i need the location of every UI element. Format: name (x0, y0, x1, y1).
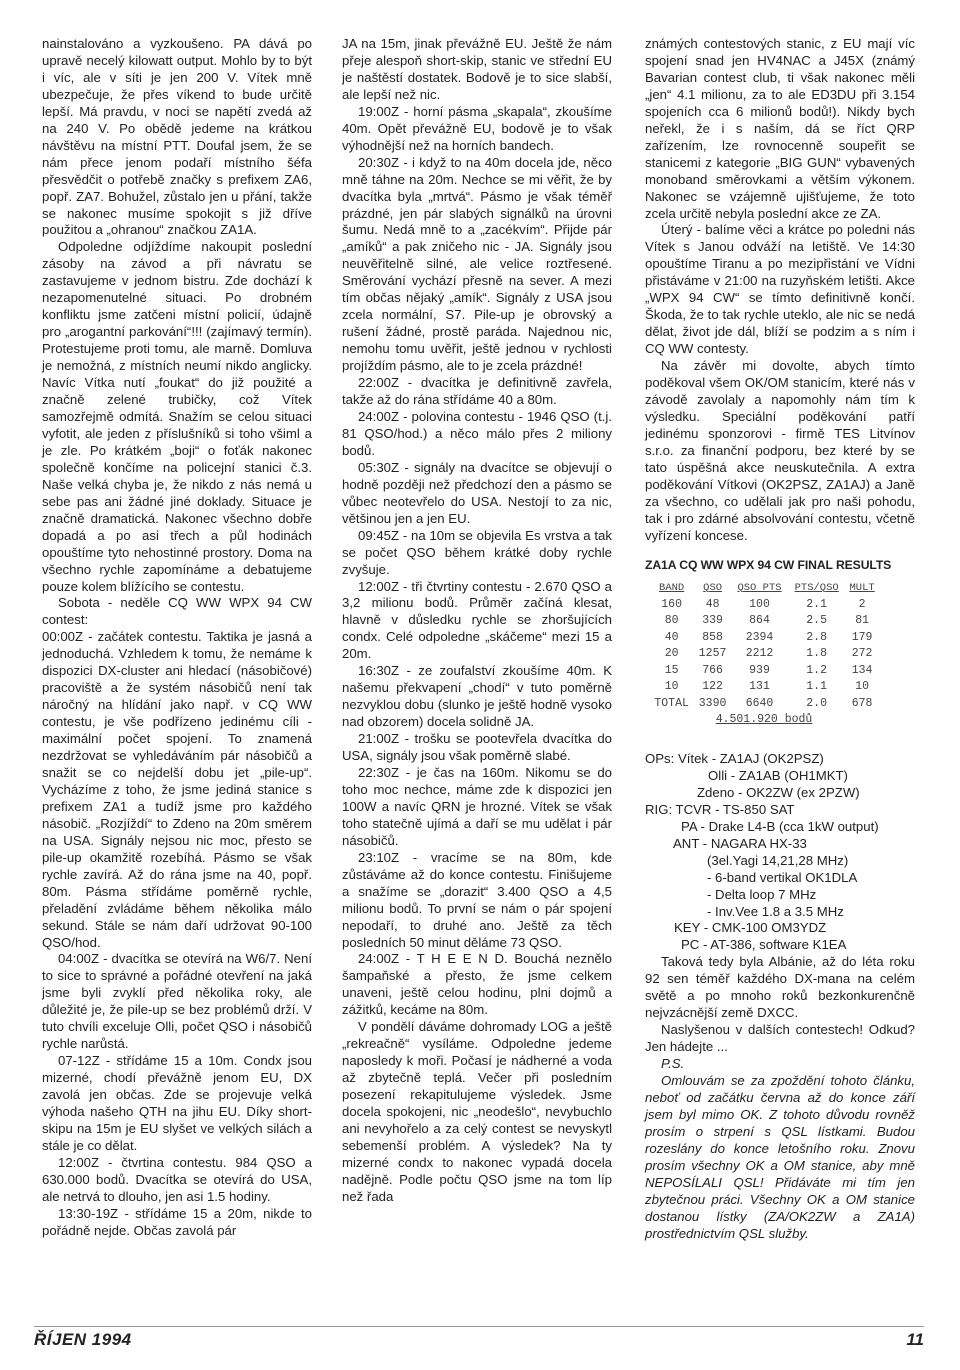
column-header: QSO PTS (737, 581, 782, 594)
table-cell: 179 (851, 630, 873, 644)
table-cell: 100 (749, 597, 770, 611)
paragraph: 19:00Z - horní pásma „skapala“, zkoušíme 40m. Opět převážně EU, bodově je to však výhodnější než na horních bandech. (342, 103, 612, 153)
table-row (649, 679, 879, 696)
table-cell: 10 (664, 680, 679, 693)
table-cell: 939 (749, 663, 770, 677)
paragraph: Odpoledne odjíždíme nakoupit poslední zásoby na závod a při návratu se zastavujeme v jednom bistru. Zde dochází k nezapomenutelné situaci. Po drobném konfliktu jsme zatčeni místní policií, údajně pro „arogantní parkování“!!! (zajímavý termín). Protestujeme proti tomu, ale marně. Domluva je nemožná, z místních neumí nikdo anglicky. Navíc Vítka nutí „foukat“ do již použité a značně zelené trubičky, což Vítek samozřejmě odmítá. Snažím se celou situaci vyfotit, ale jeden z příslušníků si toho všiml a je zle. Po krátkém „boji“ o foťák nakonec společně končíme na policejní stanici č.3. Naše velká chyba je, že nikdo z nás nemá u sebe pas ani žádné jiné doklady. Situace je značně dramatická. Nakonec všechno dobře dopadá a po asi třech a půl hodinách opouštíme tyto nehostinné prostory. Doma na všechno rychle zapomínáme a debatujeme pouze kolem blížícího se contestu. (42, 239, 312, 594)
table-cell: 3390 (698, 696, 727, 710)
ops-line: (3el.Yagi 14,21,28 MHz) (707, 852, 849, 868)
paragraph: Na závěr mi dovolte, abych tímto poděkoval všem OK/OM stanicím, které nás v závodě zavolaly a napomohly nám tím k výsledku. Speciální poděkování patří jedinému sponzorovi - firmě TES Litvínov s.r.o. za finanční podporu, bez které by se tato úspěšná akce neuskutečnila. A extra poděkování Vítkovi (OK2PSZ, ZA1AJ) a Janě za všechno, co udělali jak pro naši pohodu, tak i pro zdárné absolvování contestu, včetně vyřízení koncese. (645, 358, 915, 543)
table-cell: 2 (858, 597, 866, 611)
table-row (649, 696, 879, 713)
paragraph: Naslyšenou v dalších contestech! Odkud? Jen hádejte ... (645, 1022, 915, 1055)
table-cell: 6640 (745, 696, 774, 710)
paragraph: 22:00Z - dvacítka je definitivně zavřela, takže až do rána střídáme 40 a 80m. (342, 375, 612, 408)
table-row (649, 663, 879, 680)
paragraph: Sobota - neděle CQ WW WPX 94 CW contest: (42, 595, 312, 628)
table-cell: 2394 (745, 630, 774, 644)
table-cell: 858 (702, 630, 723, 644)
paragraph: 24:00Z - T H E E N D. Bouchá neznělo šampaňské a přesto, že jsme celkem unaveni, ještě celou hodinu, plni dojmů a zážitků, kecáme na 80m. (342, 951, 612, 1018)
operators-list (645, 751, 915, 954)
paragraph: 12:00Z - čtvrtina contestu. 984 QSO a 630.000 bodů. Dvacítka se otevírá do USA, ale netrvá to dlouho, jen asi 1.5 hodiny. (42, 1154, 312, 1204)
paragraph: 20:30Z - i když to na 40m docela jde, něco mně táhne na 20m. Nechce se mi věřit, že by dvacítka byla „mrtvá“. Pásmo je však téměř prázdné, jen pár slabých signálků na úrovni šumu. Nedá mně to a „zacékvím“. Přijde pár „amíků“ a pak zničeho nic - JA. Signály jsou neuvěřitelně silné, ale velice roztřesené. Směrování vychází přesně na sever. A mezi tím občas nějaký „amík“. Signály z USA jsou zcela normální, S7. Pile-up je obrovský a rušení žádné, prostě paráda. Najednou nic, nemohu tomu uvěřit, ještě jednou v rychlosti projíždím pásmo, ale to je zcela prázdné! (342, 154, 612, 374)
ps-label: P.S. (661, 1056, 685, 1072)
table-cell: 2.8 (806, 630, 827, 644)
table-cell: 2.1 (806, 597, 827, 611)
ops-line: ANT - NAGARA HX-33 (673, 835, 807, 851)
table-cell: 134 (851, 663, 873, 677)
table-cell: 678 (851, 696, 873, 710)
table-cell: 2.0 (806, 696, 827, 710)
table-cell: 20 (664, 647, 679, 660)
column-header: PTS/QSO (794, 581, 839, 594)
paragraph: 12:00Z - tři čtvrtiny contestu - 2.670 QSO a 3,2 milionu bodů. Průměr začíná klesat, hlavně v důsledku rychle se zhoršujících condx. Celé odpoledne „skáčeme“ mezi 15 a 20m. (342, 578, 612, 662)
table-cell: 272 (851, 647, 873, 660)
paragraph: 00:00Z - začátek contestu. Taktika je jasná a jednoduchá. Vzhledem k tomu, že nemáme k dispozici DX-cluster ani hledací (násobičové) pracoviště a že systém násobičů není tak náročný na hlídání jako např. v CQ WW contestu, je vše podřízeno jedinému cíli - maximální počet spojení. To znamená nezdržovat se vyhledáváním pár násobičů a snažit se co nejdelší dobu jet „pile-up“. Vycházíme z toho, že jsme jediná stanice s prefixem ZA1 a tudíž jsme pro každého násobič. „Rozjíždí“ to Zdeno na 20m směrem na USA. Signály nejsou nic moc, přesto se pile-up okamžitě rozebíhá. Pásmo se však rychle zavírá. Až do rána jsme na 40, popř. 80m. Pásma střídáme poměrně rychle, přeladění zvládáme během několika málo sekund. Stále se nám daří udržovat 90-100 QSO/hod. (42, 629, 312, 950)
table-cell: 80 (664, 614, 679, 627)
column-header: BAND (659, 581, 685, 594)
paragraph: 04:00Z - dvacítka se otevírá na W6/7. Není to sice to správné a pořádné otevření na jaká jsme byli zvyklí před několika roky, ale důležité je, že pile-up se bez problémů drží. V tuto chvíli exceluje Olli, počet QSO i násobičů rychle narůstá. (42, 951, 312, 1052)
table-cell: 160 (661, 597, 682, 611)
paragraph: 09:45Z - na 10m se objevila Es vrstva a tak se počet QSO během krátké doby rychle zvyšuje. (342, 527, 612, 577)
issue-label: ŘÍJEN 1994 (34, 1330, 132, 1349)
paragraph: 22:30Z - je čas na 160m. Nikomu se do toho moc nechce, máme zde k dispozici jen 100W a navíc QRN je hrozné. Vítek se však toho statečně ujímá a daří se mu udělat i pár násobičů. (342, 764, 612, 848)
ps-text: Omlouvám se za zpoždění tohoto článku, neboť od začátku června až do konce září jsem byl mimo OK. Z tohoto důvodu rovněž prosím o strpení s QSL lístkami. Budou rozeslány do konce letošního roku. Znovu prosím všechny OK a OM stanice, aby mně NEPOSÍLALI QSL! Přidáváte mi tím jen zbytečnou práci. Všechny OK a OM stanice dostanou lístky (ZA/OK2ZW a ZA1A) prostřednictvím QSL služby. (645, 1073, 915, 1241)
table-row (649, 630, 879, 647)
column-header: MULT (849, 581, 875, 594)
ops-line: PA - Drake L4-B (cca 1kW output) (681, 818, 879, 834)
paragraph: Úterý - balíme věci a krátce po poledni nás Vítek s Janou odváží na letiště. Ve 14:30 opouštíme Tiranu a po mezipřistání ve Vídni přistáváme v 21:00 na ruzyňském letišti. Akce „WPX 94 CW“ se tímto definitivně končí. Škoda, že to tak rychle uteklo, ale nic se nedá dělat, život jde dál, blíží se podzim a s ním i CQ WW contesty. (645, 222, 915, 357)
ops-line: RIG: TCVR - TS-850 SAT (645, 801, 795, 817)
paragraph: JA na 15m, jinak převážně EU. Ještě že nám přeje alespoň short-skip, stanic ve střední EU je naštěstí dostatek. Bodově je to sice slabší, ale lepší než nic. (342, 36, 612, 102)
paragraph: Taková tedy byla Albánie, až do léta roku 92 sen téměř každého DX-mana na celém světě a po mnoho roků bezkonkurenčně nejvzácnější země DXCC. (645, 954, 915, 1021)
ops-line: OPs: Vítek - ZA1AJ (OK2PSZ) (645, 750, 824, 766)
table-row (649, 597, 879, 614)
ops-line: - Inv.Vee 1.8 a 3.5 MHz (707, 903, 844, 919)
column-3 (645, 36, 915, 1243)
table-cell: 40 (664, 630, 679, 644)
paragraph: 24:00Z - polovina contestu - 1946 QSO (t.j. 81 QSO/hod.) a něco málo přes 2 miliony bodů. (342, 408, 612, 458)
paragraph: 16:30Z - ze zoufalství zkoušíme 40m. K našemu překvapení „chodí“ v tuto poměrně nezvyklou dobu (slunko je ještě hodně vysoko nad obzorem) docela solidně JA. (342, 663, 612, 730)
column-header: QSO (703, 581, 723, 594)
table-header-row (649, 580, 879, 597)
table-cell: 1257 (698, 647, 727, 660)
table-cell: 15 (664, 663, 679, 677)
table-cell: 1.8 (806, 647, 827, 660)
ops-line: PC - AT-386, software K1EA (681, 937, 847, 953)
table-cell: 131 (749, 680, 770, 693)
paragraph: 05:30Z - signály na dvacítce se objevují o hodně později než předchozí den a pásmo se vůbec neotevřelo do USA. Nestojí to za nic, většinou jen a jen EU. (342, 459, 612, 526)
table-cell: 1.2 (806, 663, 827, 677)
paragraph: 21:00Z - trošku se pootevřela dvacítka do USA, signály jsou však poměrně slabé. (342, 731, 612, 764)
ops-line: Olli - ZA1AB (OH1MKT) (708, 767, 848, 783)
footer-rule (34, 1326, 924, 1327)
table-row (649, 646, 879, 663)
results-total: 4.501.920 bodů (715, 713, 813, 726)
results-table (649, 580, 879, 712)
paragraph: nainstalováno a vyzkoušeno. PA dává po upravě necelý kilowatt output. Mohlo by to být i víc, ale v síti je jen 200 V. Vítek mně ubezpečuje, že přes víkend to bude určitě lepší. Má pravdu, v noci se napětí zvedá až na 240 V. Po obědě jedeme na krátkou návštěvu na místní PTT. Doufal jsem, že se nám přece jenom podaří místního šéfa přesvědčit o potřebě značky s prefixem ZA6, popř. ZA7. Bohužel, zůstalo jen u přání, takže se nakonec musíme spokojit s již dříve použitou a „ohranou“ značkou ZA1A. (42, 36, 312, 238)
table-cell: 10 (855, 680, 870, 693)
ops-line: KEY - CMK-100 OM3YDZ (674, 920, 827, 936)
results-title: ZA1A CQ WW WPX 94 CW FINAL RESULTS (645, 557, 892, 572)
paragraph: 07-12Z - střídáme 15 a 10m. Condx jsou mizerné, chodí převážně jenom EU, DX zavolá jen občas. Zde se projevuje velká výhoda našeho QTH na jihu EU. Díky short-skipu na 15m je EU slyšet ve velkých silách a stále je co dělat. (42, 1053, 312, 1153)
paragraph: známých contestových stanic, z EU mají víc spojení snad jen HV4NAC a J45X (známý Bavarian contest club, ti však nakonec měli „jen“ 4.1 milionu, za to ale ED3DU při 3.154 spojeních cca 6 milionů bodů!). Nikdy bych neřekl, že i s naším, dá se říct QRP zařízením, lze rovnocenně soupeřit se stanicemi z kategorie „BIG GUN“ vybavených monoband směrovkami a větším výkonem. Nakonec se vzájemně ujišťujeme, že toto zcela určitě nebyla poslední akce ze ZA. (645, 36, 915, 221)
table-cell: 1.1 (806, 680, 827, 693)
paragraph: V pondělí dáváme dohromady LOG a ještě „rekreačně“ vysíláme. Odpoledne jedeme naposledy k moři. Počasí je nádherné a voda až zbytečně teplá. Večer při posledním posezení rekapitulujeme výsledek. Jsme docela spokojeni, nic „neodešlo“, nevybuchlo ani nevyhořelo a za celý contest se nevyskytl sebemenší problém. A výsledek? Na ty mizerné condx to nakonec vypadá docela nadějně. Podle počtu QSO jsme na tom líp než řada (342, 1019, 612, 1204)
table-cell: 864 (749, 614, 770, 627)
column-1 (42, 36, 312, 1240)
paragraph: 13:30-19Z - střídáme 15 a 20m, nikde to pořádně nejde. Občas zavolá pár (42, 1205, 312, 1238)
table-cell: 48 (705, 597, 720, 611)
ops-line: Zdeno - OK2ZW (ex 2PZW) (697, 784, 860, 800)
column-2 (342, 36, 612, 1206)
table-cell: 2.5 (806, 614, 827, 627)
paragraph: 23:10Z - vracíme se na 80m, kde zůstáváme až do konce contestu. Finišujeme a snažíme se „dorazit“ 3.400 QSO a 4,5 milionu bodů. To první se nám o pár spojení nepodaří, to druhé ano. Ještě za těch posledních 50 minut děláme 73 QSO. (342, 849, 612, 950)
table-cell: 766 (702, 663, 723, 677)
table-cell: 81 (855, 614, 870, 627)
table-cell: 2212 (745, 647, 774, 660)
table-cell: TOTAL (654, 696, 689, 710)
table-cell: 339 (702, 614, 723, 627)
table-cell: 122 (702, 680, 723, 693)
table-row (649, 613, 879, 630)
ops-line: - 6-band vertikal OK1DLA (707, 869, 858, 885)
ops-line: - Delta loop 7 MHz (707, 886, 817, 902)
page-number: 11 (906, 1330, 924, 1349)
